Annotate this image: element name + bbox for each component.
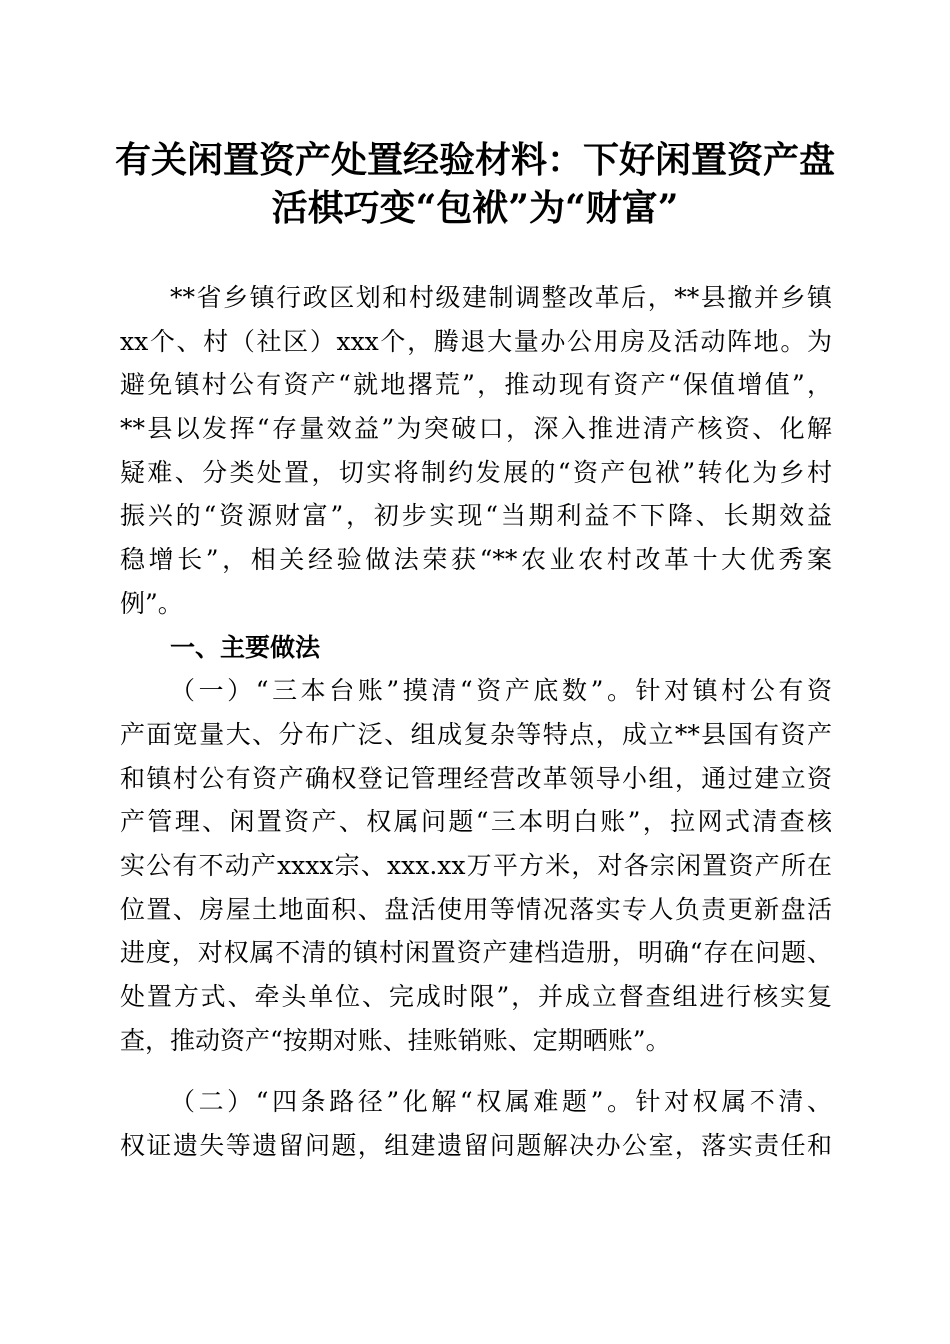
- subsection-line: 位置、房屋土地面积、盘活使用等情况落实专人负责更新盘活: [120, 895, 832, 924]
- subsection-line: 和镇村公有资产确权登记管理经营改革领导小组，通过建立资: [120, 764, 832, 793]
- subsection-line: 权证遗失等遗留问题，组建遗留问题解决办公室，落实责任和: [120, 1131, 832, 1160]
- intro-line: 疑难、分类处置，切实将制约发展的“资产包袱”转化为乡村: [120, 458, 832, 487]
- subsection-line: 处置方式、牵头单位、完成时限”，并成立督查组进行核实复: [120, 982, 832, 1011]
- subsection-line: 产管理、闲置资产、权属问题“三本明白账”，拉网式清查核: [120, 807, 832, 836]
- intro-line: **省乡镇行政区划和村级建制调整改革后，**县撤并乡镇: [170, 283, 832, 312]
- section-heading: 一、主要做法: [170, 633, 321, 662]
- subsection-line: 产面宽量大、分布广泛、组成复杂等特点，成立**县国有资产: [120, 720, 832, 749]
- intro-line: 振兴的“资源财富”，初步实现“当期利益不下降、长期效益: [120, 501, 832, 530]
- subsection-line: 进度，对权属不清的镇村闲置资产建档造册，明确“存在问题、: [120, 938, 832, 967]
- intro-line: **县以发挥“存量效益”为突破口，深入推进清产核资、化解: [120, 414, 832, 443]
- intro-line: xx个、村（社区）xxx个，腾退大量办公用房及活动阵地。为: [120, 327, 832, 356]
- document-title-line-2: 活棋巧变“包袱”为“财富”: [271, 187, 679, 229]
- intro-line: 例”。: [120, 589, 183, 618]
- subsection-line: （一）“三本台账”摸清“资产底数”。针对镇村公有资: [170, 676, 832, 705]
- document-title-line-1: 有关闲置资产处置经验材料：下好闲置资产盘: [114, 139, 835, 181]
- subsection-line: 实公有不动产xxxx宗、xxx.xx万平方米，对各宗闲置资产所在: [120, 851, 832, 880]
- intro-line: 避免镇村公有资产“就地撂荒”，推动现有资产“保值增值”，: [120, 370, 832, 399]
- subsection-line: 查，推动资产“按期对账、挂账销账、定期晒账”。: [120, 1026, 671, 1055]
- subsection-line: （二）“四条路径”化解“权属难题”。针对权属不清、: [170, 1087, 832, 1116]
- intro-line: 稳增长”，相关经验做法荣获“**农业农村改革十大优秀案: [120, 545, 832, 574]
